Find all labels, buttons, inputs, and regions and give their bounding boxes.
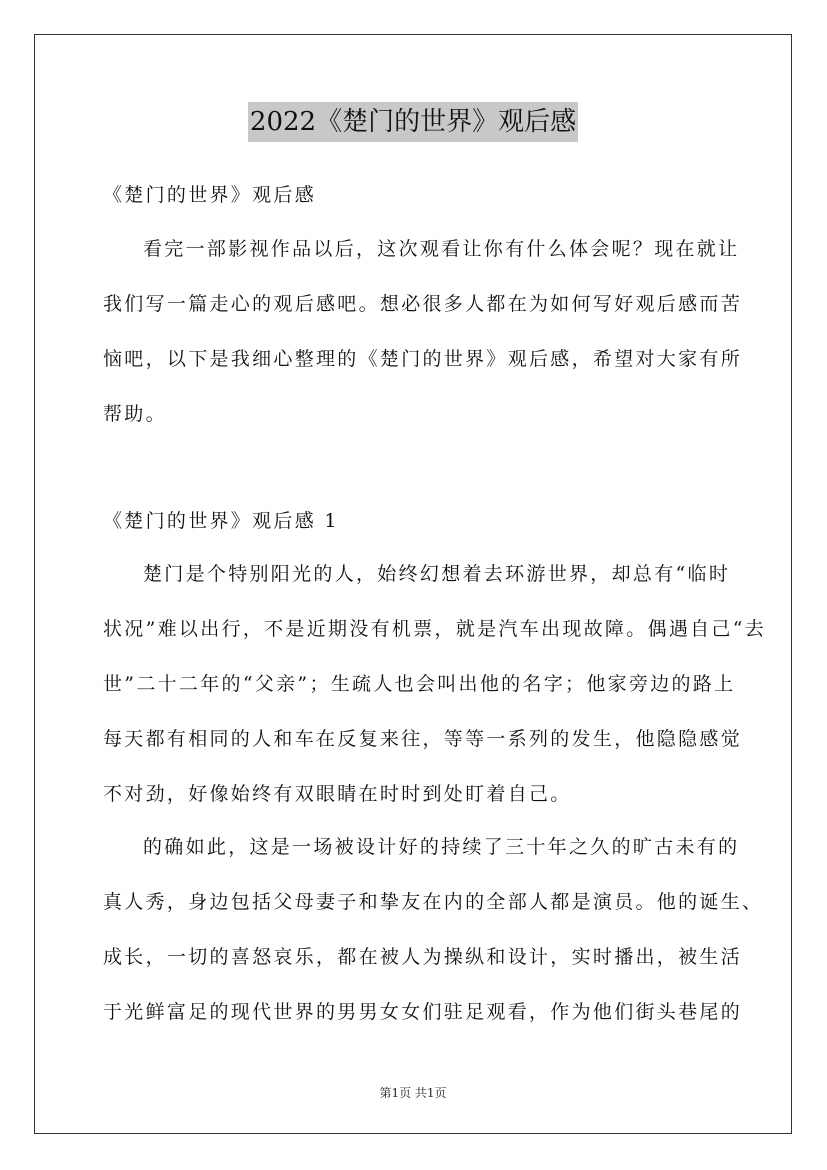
title-wrap: [35, 102, 791, 142]
paragraph-line: 状况”难以出行，不是近期没有机票，就是汽车出现故障。偶遇自己“去: [103, 618, 767, 640]
intro-line: 我们写一篇走心的观后感吧。想必很多人都在为如何写好观后感而苦: [103, 293, 743, 315]
paragraph-line: 于光鲜富足的现代世界的男男女女们驻足观看，作为他们街头巷尾的: [103, 1001, 743, 1023]
document-subtitle: 《楚门的世界》观后感: [103, 184, 317, 206]
paragraph-line: 真人秀，身边包括父母妻子和挚友在内的全部人都是演员。他的诞生、: [103, 891, 764, 913]
intro-line: 恼吧，以下是我细心整理的《楚门的世界》观后感，希望对大家有所: [103, 348, 743, 370]
section-heading: 《楚门的世界》观后感 1: [103, 510, 339, 532]
paragraph-line: 世”二十二年的“父亲”；生疏人也会叫出他的名字；他家旁边的路上: [103, 673, 736, 695]
paragraph-line: 不对劲，好像始终有双眼睛在时时到处盯着自己。: [103, 783, 572, 805]
intro-line: 看完一部影视作品以后，这次观看让你有什么体会呢？现在就让: [143, 238, 740, 260]
intro-line: 帮助。: [103, 403, 167, 425]
page-number: 第1页 共1页: [379, 1086, 447, 1100]
paragraph-line: 成长，一切的喜怒哀乐，都在被人为操纵和设计，实时播出，被生活: [103, 946, 743, 968]
document-page: [34, 34, 792, 1134]
paragraph-line: 每天都有相同的人和车在反复来往，等等一系列的发生，他隐隐感觉: [103, 728, 743, 750]
paragraph-line: 的确如此，这是一场被设计好的持续了三十年之久的旷古未有的: [143, 836, 740, 858]
document-title: 2022《楚门的世界》观后感: [248, 102, 578, 142]
paragraph-line: 楚门是个特别阳光的人，始终幻想着去环游世界，却总有“临时: [143, 563, 731, 585]
